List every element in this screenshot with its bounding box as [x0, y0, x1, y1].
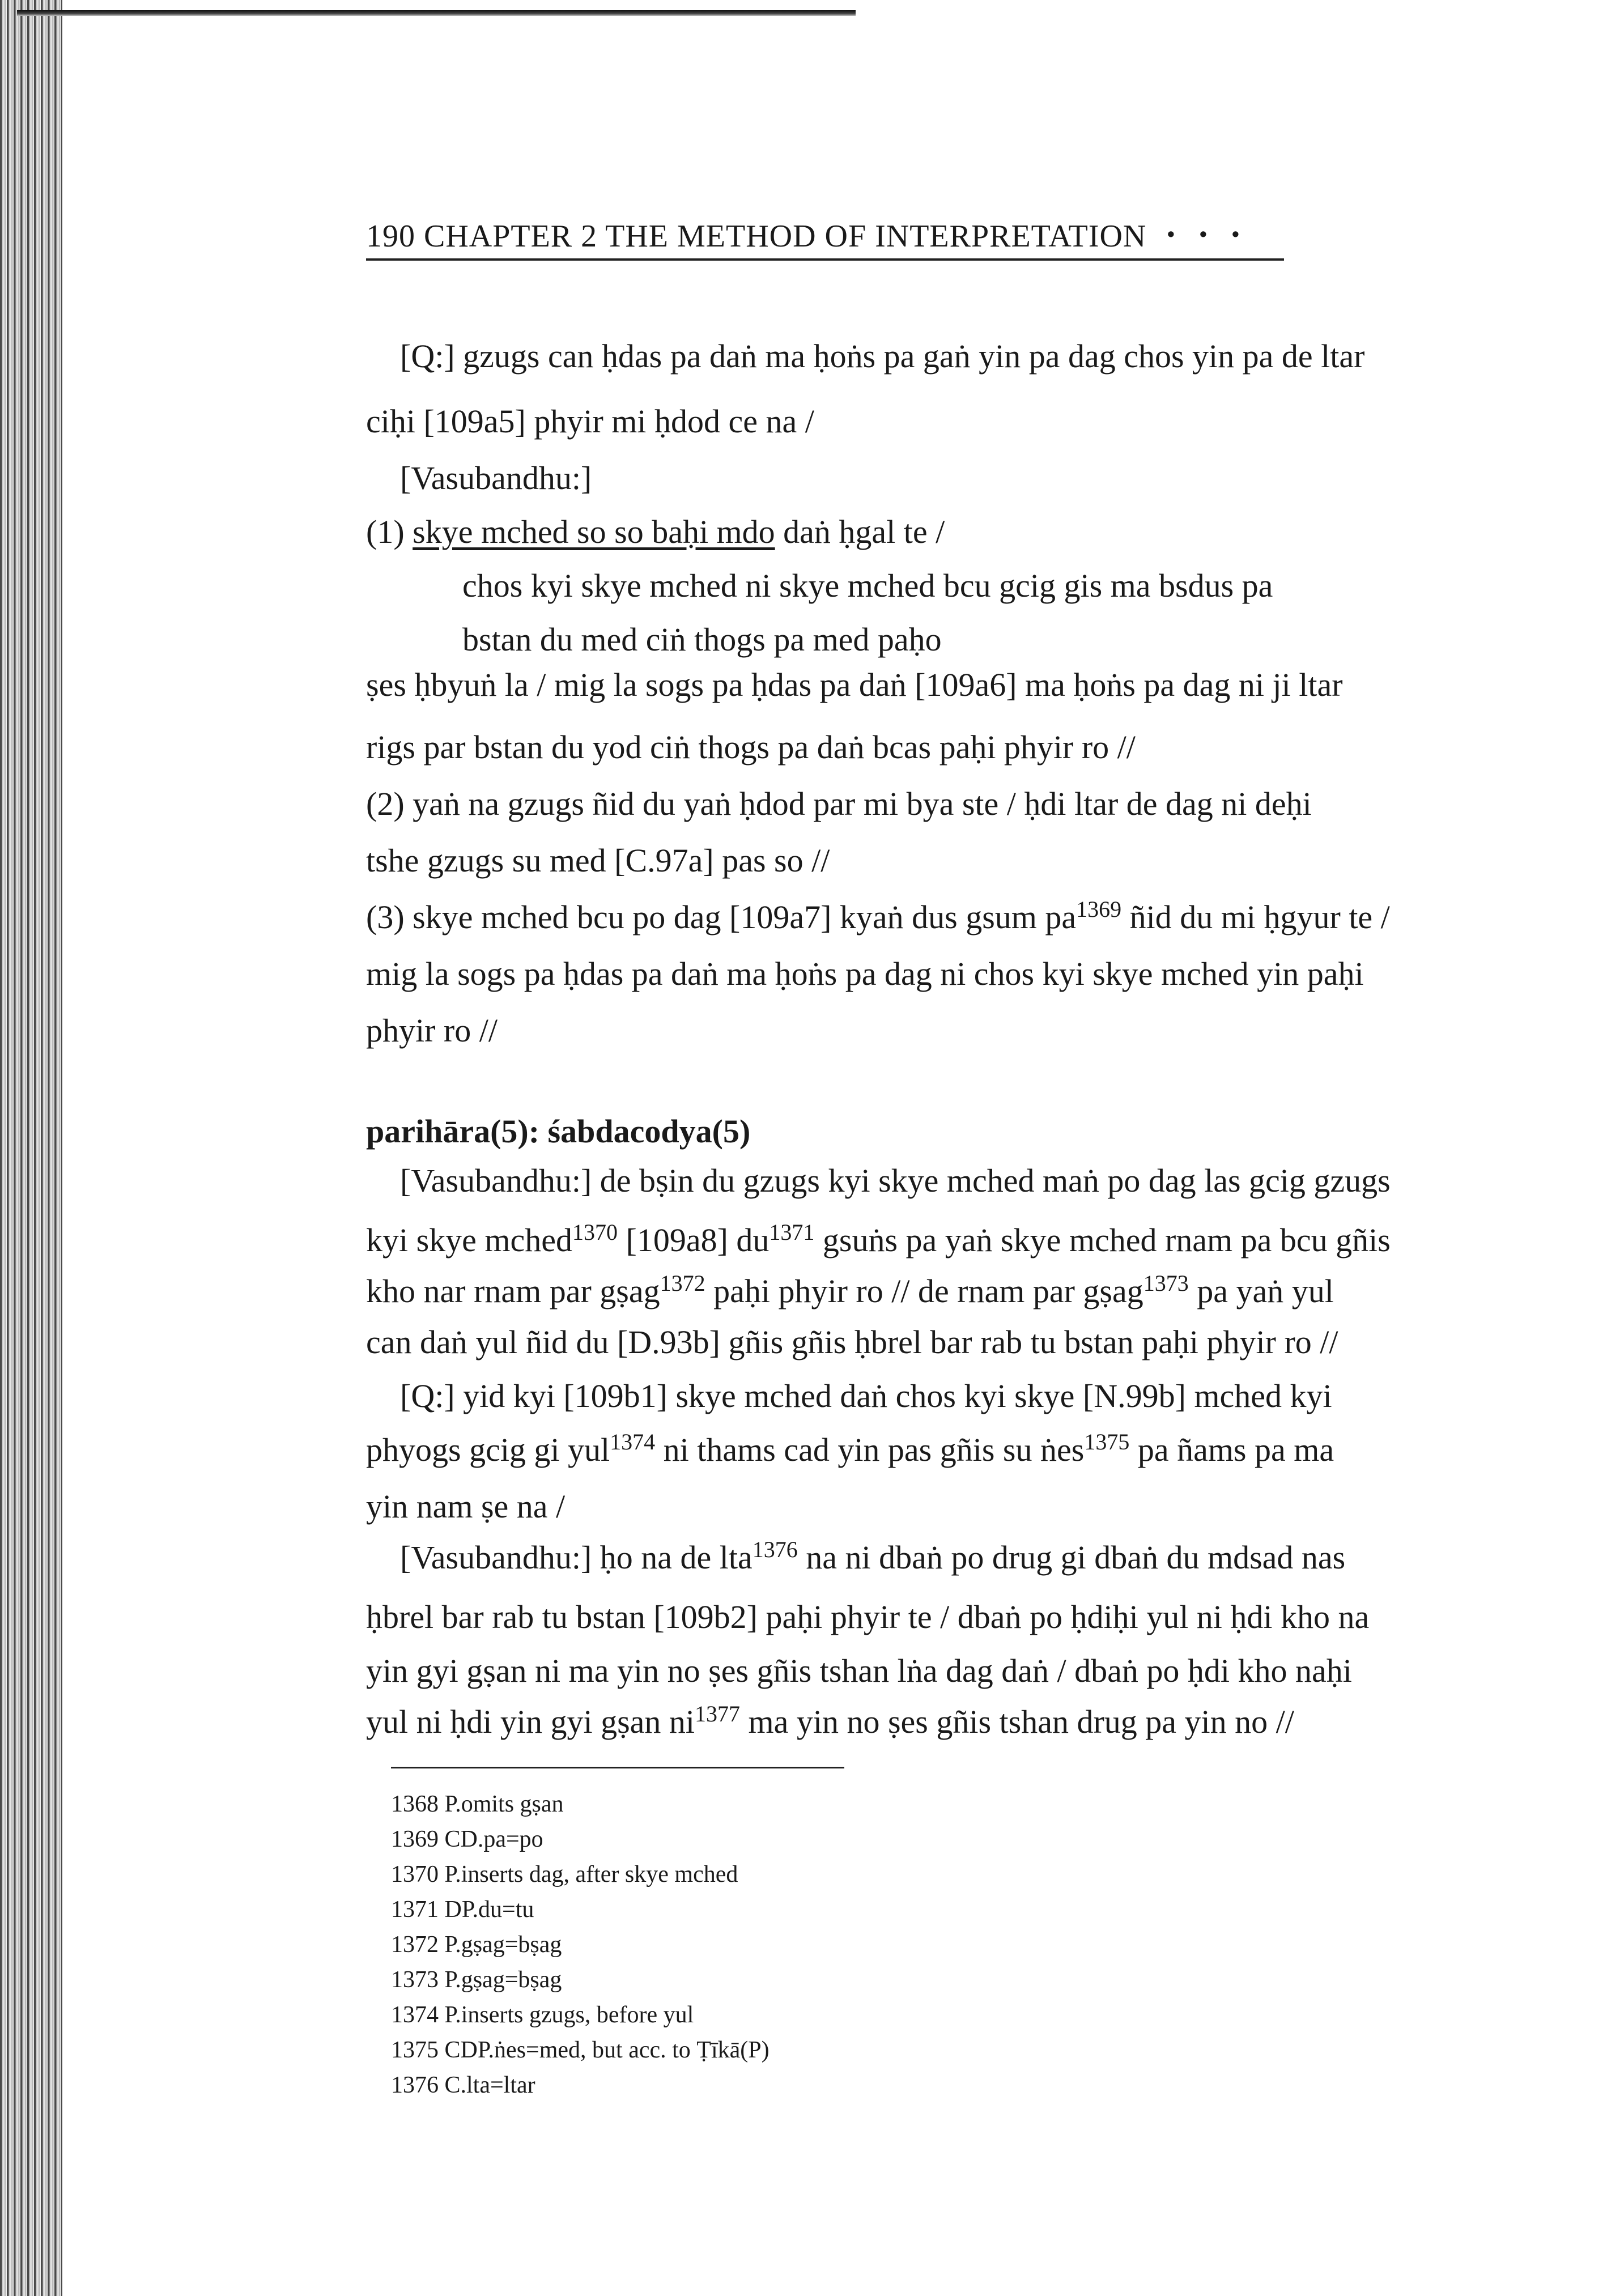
footnote: 1375 CDP.ṅes=med, but acc. to Ṭīkā(P): [391, 2037, 770, 2063]
text-line: yul ni ḥdi yin gyi gṣan $ni^{1377}$ ma yin no ṣes gñis tshan drug pa yin no //: [366, 1701, 1294, 1740]
underlined-citation: skye mched so so baḥi mdo: [413, 513, 775, 550]
quote-line: bstan du med ciṅ thogs pa med paḥo: [462, 621, 942, 658]
text-line: ḥbrel bar rab tu bstan [109b2] paḥi phyir te / dbaṅ po ḥdiḥi yul ni ḥdi kho na: [366, 1598, 1370, 1635]
text-line: [Q:] yid kyi [109b1] skye mched daṅ chos kyi skye [N.99b] mched kyi: [400, 1377, 1332, 1414]
text-line: rigs par bstan du yod ciṅ thogs pa daṅ bcas paḥi phyir ro //: [366, 729, 1136, 766]
text-line: [Vasubandhu:]: [400, 460, 592, 496]
footnote: 1374 P.inserts gzugs, before yul: [391, 2002, 694, 2028]
text-line: [Vasubandhu:] de bṣin du gzugs kyi skye mched maṅ po dag las gcig gzugs: [400, 1162, 1391, 1199]
footnote: 1373 P.gṣag=bṣag: [391, 1967, 562, 1993]
text-line: kho nar rnam par gṣag$^{1372}$ paḥi phyir ro // de rnam par gṣag$^{1373}$ pa yaṅ yul: [366, 1270, 1334, 1309]
text-line: yin nam ṣe na /: [366, 1488, 566, 1525]
footnote-ref: 1373: [1143, 1270, 1189, 1296]
text-line: [Q:] gzugs can ḥdas pa daṅ ma ḥoṅs pa gaṅ yin pa dag chos yin pa de ltar: [400, 338, 1365, 375]
text-line: ciḥi [109a5] phyir mi ḥdod ce na /: [366, 403, 814, 440]
footnote: 1370 P.inserts dag, after skye mched: [391, 1861, 738, 1887]
section-heading: parihāra(5): śabdacodya(5): [366, 1113, 751, 1150]
footnote: 1372 P.gṣag=bṣag: [391, 1932, 562, 1958]
text-line: (2) yaṅ na gzugs ñid du yaṅ ḥdod par mi bya ste / ḥdi ltar de dag ni deḥi: [366, 785, 1312, 822]
text-line: yin gyi gṣan ni ma yin no ṣes gñis tshan lṅa dag daṅ / dbaṅ po ḥdi kho naḥi: [366, 1652, 1352, 1689]
footnote-ref: 1372: [660, 1270, 705, 1296]
text-line: can daṅ yul ñid du [D.93b] gñis gñis ḥbrel bar rab tu bstan paḥi phyir ro //: [366, 1324, 1338, 1360]
footnote: 1369 CD.pa=po: [391, 1826, 543, 1852]
footnote-ref: 1371: [769, 1219, 815, 1245]
text-line: (1) skye mched so so baḥi mdo daṅ ḥgal te /: [366, 513, 945, 550]
footnote-ref: 1370: [572, 1219, 618, 1245]
list-number: (1): [366, 513, 413, 550]
footnote-ref: 1369: [1076, 896, 1122, 922]
text-line: phyogs gcig gi yul$^{1374}$ ni thams cad yin pas gñis su ṅes$^{1375}$ pa ñams pa ma: [366, 1429, 1334, 1468]
footnote-ref: 1376: [752, 1537, 798, 1562]
text-line: kyi skye mched$^{1370}$ [109a8] $du^{1371}$ gsuṅs pa yaṅ skye mched rnam pa bcu gñis: [366, 1219, 1391, 1258]
text-line: [Vasubandhu:] ḥo na de lta$^{1376}$ na ni dbaṅ po drug gi dbaṅ du mdsad nas: [400, 1537, 1346, 1576]
text-line: phyir ro //: [366, 1012, 498, 1049]
text-line: mig la sogs pa ḥdas pa daṅ ma ḥoṅs pa dag ni chos kyi skye mched yin paḥi: [366, 955, 1364, 992]
text-line: tshe gzugs su med [C.97a] pas so //: [366, 842, 830, 879]
footnote: 1376 C.lta=ltar: [391, 2072, 535, 2098]
footnote-divider: [391, 1767, 844, 1768]
footnote-ref: 1377: [695, 1701, 740, 1727]
text-line: (3) skye mched bcu po dag [109a7] kyaṅ dus gsum $pa^{1369}$ ñid du mi ḥgyur te /: [366, 896, 1390, 936]
footnote-ref: 1375: [1084, 1429, 1130, 1455]
footnote-ref: 1374: [610, 1429, 656, 1455]
running-header: 190 CHAPTER 2 THE METHOD OF INTERPRETATION ・・・: [366, 211, 1284, 261]
scan-binding-edge: [0, 0, 62, 2296]
scan-top-edge: [17, 10, 856, 16]
footnote: 1368 P.omits gṣan: [391, 1791, 564, 1817]
quote-line: chos kyi skye mched ni skye mched bcu gcig gis ma bsdus pa: [462, 567, 1273, 604]
footnote: 1371 DP.du=tu: [391, 1897, 534, 1923]
text-line: ṣes ḥbyuṅ la / mig la sogs pa ḥdas pa daṅ [109a6] ma ḥoṅs pa dag ni ji ltar: [366, 666, 1343, 703]
